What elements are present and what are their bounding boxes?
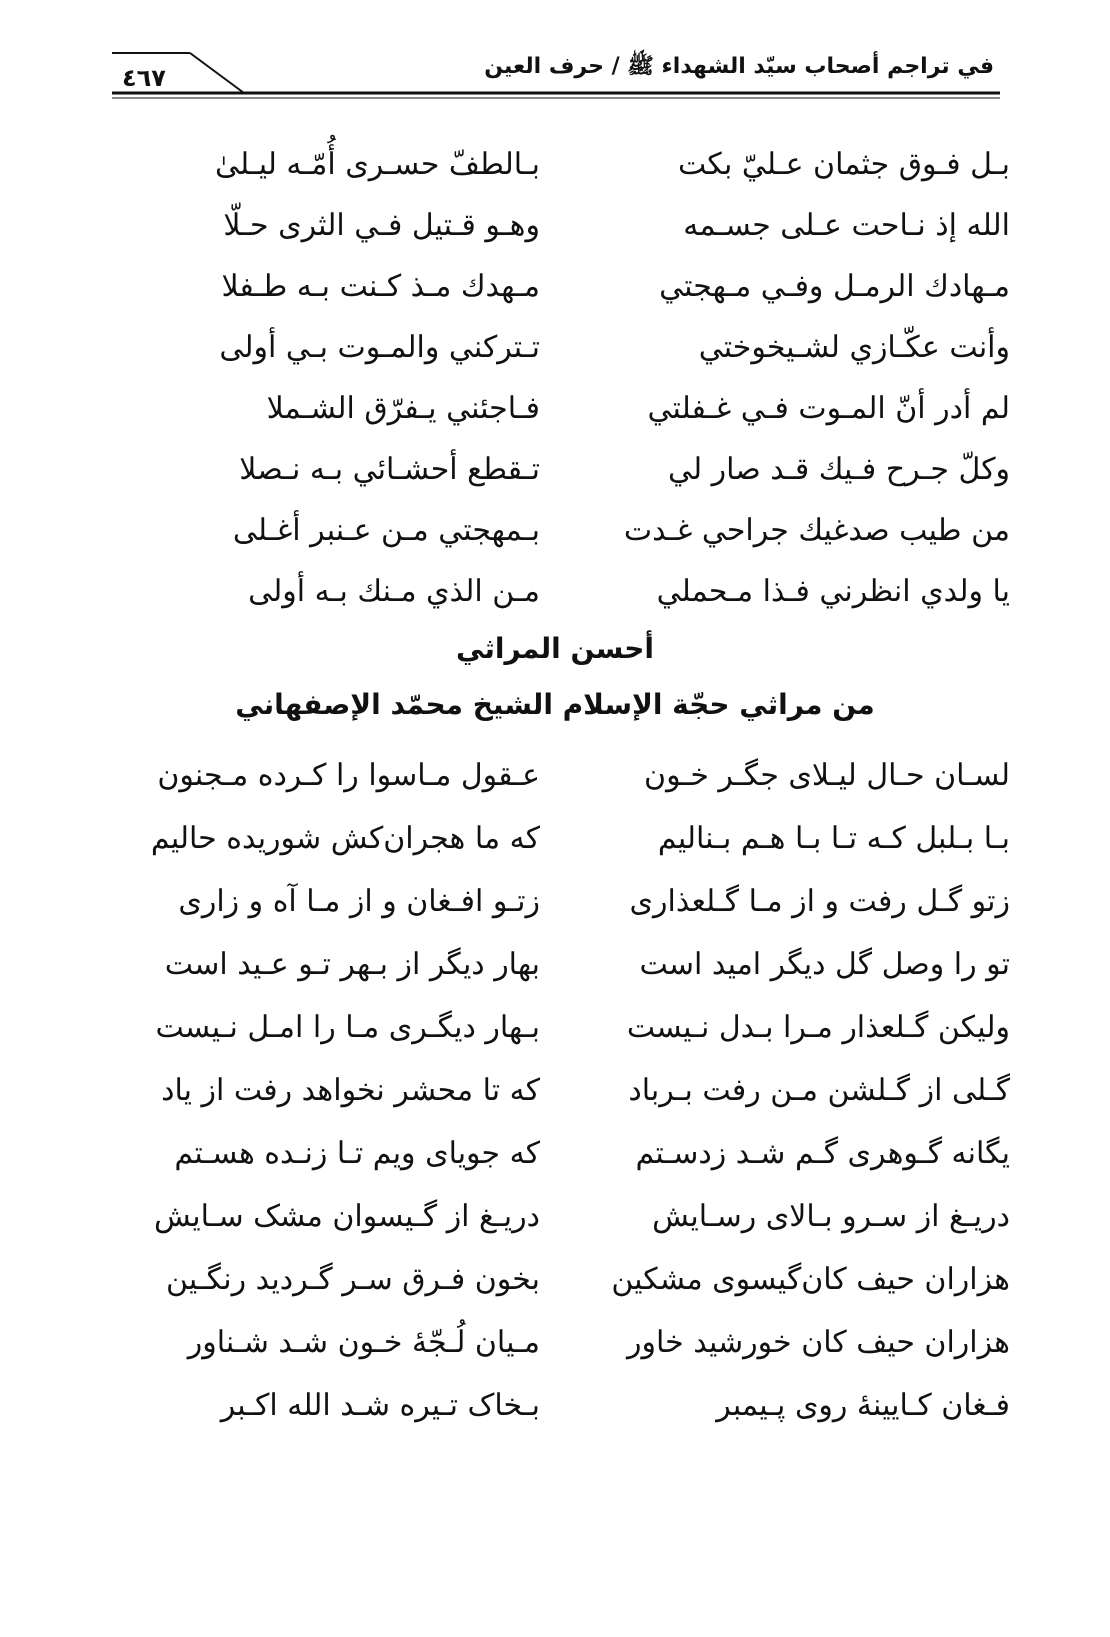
verse-first-hemistich: لم أدر أنّ المـوت فـي غـفلتي	[647, 391, 1010, 426]
verse-row	[160, 378, 1010, 439]
verse-first-hemistich: دريـغ از سـرو بـالای رسـايش	[652, 1199, 1010, 1234]
verse-first-hemistich: لسـان حـال ليـلای جگـر خـون	[644, 758, 1010, 793]
verse-row	[160, 561, 1010, 622]
verse-second-hemistich: زتـو افـغان و از مـا آه و زاری	[178, 884, 540, 919]
verse-second-hemistich: كه ما هجران‌كش شوريده حاليم	[150, 821, 540, 856]
verse-row	[160, 1059, 1010, 1122]
verse-row	[160, 439, 1010, 500]
section-heading: أحسن المراثي	[456, 632, 654, 665]
section-subheading: من مراثي حجّة الإسلام الشيخ محمّد الإصفهاني	[235, 688, 875, 721]
verse-row	[160, 1122, 1010, 1185]
verse-first-hemistich: وكلّ جـرح فـيك قـد صار لي	[667, 452, 1010, 487]
verse-row	[160, 1374, 1010, 1437]
verse-first-hemistich: بـا بـلبل كـه تـا بـا هـم بـناليم	[657, 821, 1010, 856]
verse-row	[155, 996, 1010, 1059]
verse-row	[160, 933, 1010, 996]
verse-row	[160, 195, 1010, 256]
verse-first-hemistich: يگانه گـوهری گـم شـد زدسـتم	[635, 1136, 1010, 1171]
verse-second-hemistich: بخون فـرق سـر گـرديد رنگـين	[166, 1262, 540, 1297]
verse-second-hemistich: مـن الذي مـنك بـه أولى	[248, 574, 540, 609]
verse-first-hemistich: مـهادك الرمـل وفـي مـهجتي	[659, 269, 1010, 304]
verse-second-hemistich: كه تا محشر نخواهد رفت از ياد	[161, 1073, 540, 1108]
verse-second-hemistich: بـخاک تـيره شـد الله اكـبر	[220, 1388, 540, 1423]
verse-row	[160, 317, 1010, 378]
verse-second-hemistich: كه جويای ويم تـا زنـده هسـتم	[174, 1136, 540, 1171]
verse-row	[160, 1248, 1010, 1311]
verse-row	[153, 1185, 1010, 1248]
verse-first-hemistich: هزاران حيف كان‌گيسوی مشكين	[611, 1262, 1010, 1297]
verse-row	[160, 500, 1010, 561]
verse-second-hemistich: دريـغ از گـيسوان مشک سـايش	[153, 1199, 540, 1234]
verse-first-hemistich: تو را وصل گل ديگر اميد است	[639, 947, 1010, 982]
verse-second-hemistich: وهـو قـتيل فـي الثرى حـلّا	[223, 208, 540, 243]
verse-row	[160, 870, 1010, 933]
arabic-poem	[160, 134, 1010, 622]
verse-row	[157, 744, 1010, 807]
verse-second-hemistich: تـتركني والمـوت بـي أولى	[219, 330, 540, 365]
verse-second-hemistich: بـمهجتي مـن عـنبر أغـلى	[232, 513, 540, 548]
verse-first-hemistich: فـغان كـايينهٔ روی پـيمبر	[716, 1388, 1010, 1423]
running-title: في تراجم أصحاب سيّد الشهداء ﷺ / حرف العين	[484, 54, 994, 79]
verse-second-hemistich: بهار ديگر از بـهر تـو عـيد است	[164, 947, 540, 982]
verse-first-hemistich: گـلی از گـلشن مـن رفت بـرباد	[628, 1073, 1010, 1108]
verse-row	[160, 256, 1010, 317]
verse-second-hemistich: بـهار ديگـری مـا را امـل نـيست	[155, 1010, 540, 1045]
verse-first-hemistich: بـل فـوق جثمان عـليّ بكت	[677, 147, 1010, 182]
verse-row	[160, 1311, 1010, 1374]
verse-second-hemistich: تـقطع أحشـائي بـه نـصلا	[239, 452, 540, 487]
verse-first-hemistich: وأنت عكّـازي لشـيخوختي	[698, 330, 1010, 365]
verse-row	[160, 134, 1010, 195]
verse-row	[150, 807, 1010, 870]
verse-first-hemistich: هزاران حيف كان خورشيد خاور	[627, 1325, 1010, 1360]
verse-first-hemistich: من طيب صدغيك جراحي غـدت	[623, 513, 1010, 548]
verse-second-hemistich: فـاجئني يـفرّق الشـملا	[266, 391, 540, 426]
verse-second-hemistich: مـيان لُـجّهٔ خـون شـد شـناور	[187, 1325, 540, 1360]
page-header	[112, 36, 1000, 106]
verse-first-hemistich: الله إذ نـاحت عـلى جسـمه	[683, 208, 1010, 243]
verse-first-hemistich: وليكن گـلعذار مـرا بـدل نـيست	[626, 1010, 1010, 1045]
page-number: ٤٦٧	[122, 64, 166, 92]
verse-second-hemistich: عـقول مـاسوا را كـرده مـجنون	[157, 758, 540, 793]
persian-poem	[150, 744, 1010, 1437]
verse-second-hemistich: مـهدك مـذ كـنت بـه طـفلا	[221, 269, 540, 304]
verse-second-hemistich: بـالطفّ حسـرى أُمّـه ليـلىٰ	[214, 147, 540, 182]
verse-first-hemistich: زتو گـل رفت و از مـا گـلعذاری	[629, 884, 1010, 919]
verse-first-hemistich: يا ولدي انظرني فـذا مـحملي	[656, 574, 1010, 609]
